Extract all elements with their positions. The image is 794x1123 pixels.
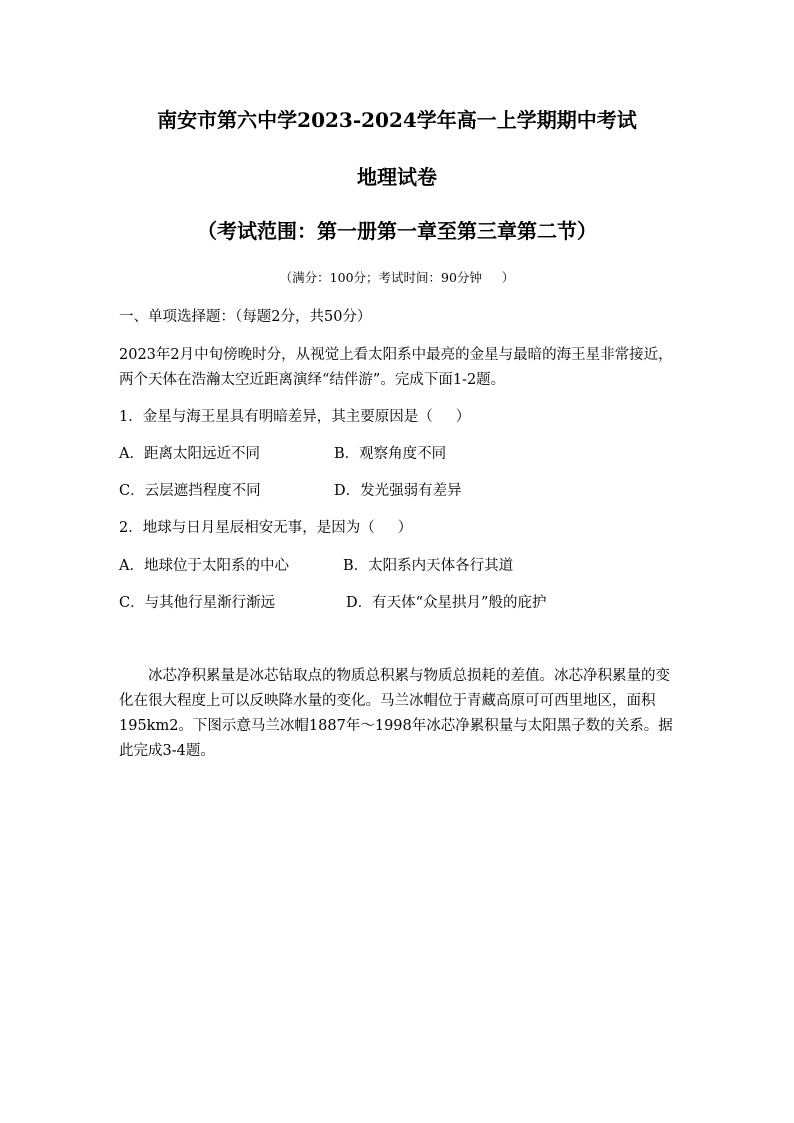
material-paragraph-2: 冰芯净积累量是冰芯钻取点的物质总积累与物质总损耗的差值。冰芯净积累量的变化在很大程度上可以反映降水量的变化。马兰冰帽位于青藏高原可可西里地区，面积195km2。下图示意马兰冰帽1887年～1998年冰芯净累积量与太阳黑子数的关系。据此完成3-4题。 (119, 668, 673, 759)
question-2-option-c: C．与其他行星渐行渐远 (119, 595, 276, 611)
question-1-stem: 1．金星与海王星具有明暗差异，其主要原因是（ ） (119, 409, 471, 425)
question-2-option-b: B．太阳系内天体各行其道 (343, 558, 514, 574)
section-heading: 一、单项选择题：（每题2分，共50分） (119, 309, 372, 325)
question-1-option-c: C．云层遮挡程度不同 (119, 483, 261, 499)
exam-info: （满分：100分；考试时间：90分钟 ） (279, 270, 515, 285)
exam-title: 南安市第六中学2023-2024学年高一上学期期中考试 (157, 108, 637, 132)
question-1-option-b: B．观察角度不同 (334, 446, 447, 462)
question-2-stem: 2．地球与日月星辰相安无事，是因为（ ） (119, 520, 413, 536)
exam-scope: （考试范围：第一册第一章至第三章第二节） (197, 219, 597, 243)
material-paragraph-1: 2023年2月中旬傍晚时分，从视觉上看太阳系中最亮的金星与最暗的海王星非常接近，两个天体在浩瀚太空近距离演绎“结伴游”。完成下面1-2题。 (119, 347, 673, 388)
question-2-option-d: D．有天体“众星拱月”般的庇护 (346, 595, 547, 611)
question-2-option-a: A．地球位于太阳系的中心 (119, 558, 289, 574)
question-1-option-d: D．发光强弱有差异 (334, 483, 462, 499)
subject-title: 地理试卷 (357, 165, 437, 189)
question-1-option-a: A．距离太阳远近不同 (119, 446, 260, 462)
